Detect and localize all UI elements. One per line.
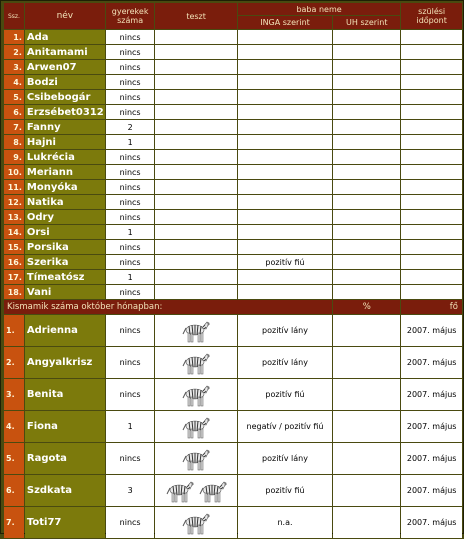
kids-count: nincs bbox=[106, 45, 155, 59]
test-cell bbox=[155, 45, 236, 59]
due-cell bbox=[401, 195, 462, 209]
babies-table bbox=[3, 2, 463, 539]
row-number: 6. bbox=[4, 475, 24, 506]
uh-cell bbox=[333, 60, 400, 74]
kids-count: nincs bbox=[106, 210, 155, 224]
member-row bbox=[4, 150, 462, 164]
kids-count: nincs bbox=[106, 347, 155, 378]
row-number: 11. bbox=[4, 180, 24, 194]
kids-count: nincs bbox=[106, 195, 155, 209]
pregnant-row bbox=[4, 475, 462, 506]
due-cell bbox=[401, 180, 462, 194]
member-name: Tímeatósz bbox=[25, 270, 105, 284]
inga-cell bbox=[238, 210, 332, 224]
zebra-icon bbox=[198, 478, 228, 504]
uh-cell bbox=[333, 150, 400, 164]
kids-count: 1 bbox=[106, 225, 155, 239]
kids-count: nincs bbox=[106, 105, 155, 119]
member-row bbox=[4, 60, 462, 74]
kids-count: nincs bbox=[106, 379, 155, 410]
member-row bbox=[4, 120, 462, 134]
header-gyerekek-line1: gyerekek bbox=[111, 7, 149, 16]
uh-cell bbox=[333, 105, 400, 119]
test-cell bbox=[155, 195, 236, 209]
section-row bbox=[4, 300, 462, 314]
member-row bbox=[4, 285, 462, 299]
test-cell bbox=[155, 507, 236, 538]
member-name: Orsi bbox=[25, 225, 105, 239]
member-row bbox=[4, 90, 462, 104]
inga-cell bbox=[238, 30, 332, 44]
due-cell bbox=[401, 285, 462, 299]
row-number: 1. bbox=[4, 30, 24, 44]
member-row bbox=[4, 255, 462, 269]
member-row bbox=[4, 240, 462, 254]
test-cell bbox=[155, 240, 236, 254]
uh-cell bbox=[333, 507, 400, 538]
member-name: Vani bbox=[25, 285, 105, 299]
due-cell bbox=[401, 270, 462, 284]
row-number: 9. bbox=[4, 150, 24, 164]
header-szulesi-line1: szülési bbox=[418, 7, 446, 16]
inga-cell bbox=[238, 240, 332, 254]
test-cell bbox=[155, 270, 236, 284]
uh-cell bbox=[333, 347, 400, 378]
uh-cell bbox=[333, 225, 400, 239]
pregnant-row bbox=[4, 443, 462, 474]
uh-cell bbox=[333, 475, 400, 506]
test-cell bbox=[155, 379, 236, 410]
member-row bbox=[4, 165, 462, 179]
uh-cell bbox=[333, 30, 400, 44]
due-cell bbox=[401, 240, 462, 254]
kids-count: nincs bbox=[106, 255, 155, 269]
test-icons bbox=[155, 414, 236, 440]
row-number: 5. bbox=[4, 90, 24, 104]
test-icons bbox=[155, 382, 236, 408]
uh-cell bbox=[333, 135, 400, 149]
row-number: 15. bbox=[4, 240, 24, 254]
test-icons bbox=[155, 478, 236, 504]
pregnant-name: Adrienna bbox=[25, 315, 105, 346]
inga-cell: pozitív fiú bbox=[238, 475, 332, 506]
due-cell bbox=[401, 150, 462, 164]
inga-cell bbox=[238, 60, 332, 74]
header-nev: név bbox=[25, 3, 105, 29]
due-cell: 2007. május bbox=[401, 411, 462, 442]
uh-cell bbox=[333, 240, 400, 254]
inga-cell: pozitív lány bbox=[238, 443, 332, 474]
inga-cell bbox=[238, 165, 332, 179]
test-cell bbox=[155, 180, 236, 194]
test-cell bbox=[155, 150, 236, 164]
uh-cell bbox=[333, 255, 400, 269]
kids-count: 1 bbox=[106, 270, 155, 284]
kids-count: nincs bbox=[106, 285, 155, 299]
uh-cell bbox=[333, 379, 400, 410]
zebra-icon bbox=[181, 350, 211, 376]
zebra-icon bbox=[181, 414, 211, 440]
row-number: 16. bbox=[4, 255, 24, 269]
kids-count: 1 bbox=[106, 411, 155, 442]
inga-cell bbox=[238, 75, 332, 89]
test-cell bbox=[155, 60, 236, 74]
pregnant-name: Fiona bbox=[25, 411, 105, 442]
test-cell bbox=[155, 443, 236, 474]
member-name: Meriann bbox=[25, 165, 105, 179]
row-number: 2. bbox=[4, 45, 24, 59]
member-name: Ada bbox=[25, 30, 105, 44]
pregnant-name: Szdkata bbox=[25, 475, 105, 506]
pregnant-row bbox=[4, 379, 462, 410]
zebra-icon bbox=[181, 510, 211, 536]
kids-count: nincs bbox=[106, 180, 155, 194]
zebra-icon bbox=[181, 318, 211, 344]
due-cell bbox=[401, 90, 462, 104]
member-name: Hajni bbox=[25, 135, 105, 149]
member-row bbox=[4, 180, 462, 194]
zebra-icon bbox=[181, 446, 211, 472]
header-row-1 bbox=[4, 3, 462, 15]
inga-cell bbox=[238, 285, 332, 299]
pregnant-row bbox=[4, 411, 462, 442]
uh-cell bbox=[333, 90, 400, 104]
inga-cell bbox=[238, 150, 332, 164]
inga-cell: pozitív fiú bbox=[238, 255, 332, 269]
section-fo: fő bbox=[401, 300, 462, 314]
uh-cell bbox=[333, 165, 400, 179]
uh-cell bbox=[333, 285, 400, 299]
inga-cell bbox=[238, 120, 332, 134]
test-cell bbox=[155, 105, 236, 119]
test-cell bbox=[155, 347, 236, 378]
row-number: 3. bbox=[4, 60, 24, 74]
section-title: Kismamik száma október hónapban: bbox=[4, 300, 332, 314]
member-name: Anitamami bbox=[25, 45, 105, 59]
member-row bbox=[4, 105, 462, 119]
test-cell bbox=[155, 225, 236, 239]
due-cell bbox=[401, 105, 462, 119]
pregnant-row bbox=[4, 315, 462, 346]
member-row bbox=[4, 210, 462, 224]
header-szulesi-line2: időpont bbox=[416, 16, 447, 25]
member-row bbox=[4, 225, 462, 239]
member-name: Lukrécia bbox=[25, 150, 105, 164]
member-name: Arwen07 bbox=[25, 60, 105, 74]
kids-count: 2 bbox=[106, 120, 155, 134]
kids-count: nincs bbox=[106, 240, 155, 254]
member-row bbox=[4, 135, 462, 149]
header-gyerekek-line2: száma bbox=[117, 16, 144, 25]
member-name: Monyóka bbox=[25, 180, 105, 194]
pregnant-row bbox=[4, 347, 462, 378]
header-teszt: teszt bbox=[155, 3, 236, 29]
section-percent: % bbox=[333, 300, 400, 314]
kids-count: nincs bbox=[106, 30, 155, 44]
member-row bbox=[4, 75, 462, 89]
uh-cell bbox=[333, 270, 400, 284]
due-cell bbox=[401, 45, 462, 59]
test-cell bbox=[155, 475, 236, 506]
test-icons bbox=[155, 318, 236, 344]
kids-count: 3 bbox=[106, 475, 155, 506]
inga-cell bbox=[238, 135, 332, 149]
kids-count: 1 bbox=[106, 135, 155, 149]
due-cell: 2007. május bbox=[401, 315, 462, 346]
test-cell bbox=[155, 90, 236, 104]
kids-count: nincs bbox=[106, 507, 155, 538]
row-number: 5. bbox=[4, 443, 24, 474]
members-list bbox=[4, 30, 462, 299]
due-cell bbox=[401, 225, 462, 239]
header-uh: UH szerint bbox=[333, 16, 400, 29]
test-cell bbox=[155, 210, 236, 224]
uh-cell bbox=[333, 315, 400, 346]
inga-cell: pozitív lány bbox=[238, 347, 332, 378]
header-sorszam: Ssz. bbox=[4, 3, 24, 29]
due-cell: 2007. május bbox=[401, 443, 462, 474]
due-cell: 2007. május bbox=[401, 347, 462, 378]
kids-count: nincs bbox=[106, 315, 155, 346]
header-szulesi bbox=[401, 3, 462, 29]
due-cell bbox=[401, 210, 462, 224]
header-inga: INGA szerint bbox=[238, 16, 332, 29]
row-number: 4. bbox=[4, 411, 24, 442]
row-number: 7. bbox=[4, 120, 24, 134]
due-cell bbox=[401, 255, 462, 269]
inga-cell bbox=[238, 225, 332, 239]
test-cell bbox=[155, 30, 236, 44]
inga-cell bbox=[238, 195, 332, 209]
member-name: Bodzi bbox=[25, 75, 105, 89]
row-number: 7. bbox=[4, 507, 24, 538]
pregnant-row bbox=[4, 507, 462, 538]
test-icons bbox=[155, 446, 236, 472]
test-cell bbox=[155, 411, 236, 442]
test-icons bbox=[155, 510, 236, 536]
row-number: 8. bbox=[4, 135, 24, 149]
due-cell bbox=[401, 75, 462, 89]
due-cell bbox=[401, 120, 462, 134]
due-cell: 2007. május bbox=[401, 379, 462, 410]
due-cell bbox=[401, 30, 462, 44]
member-row bbox=[4, 195, 462, 209]
due-cell: 2007. május bbox=[401, 507, 462, 538]
row-number: 12. bbox=[4, 195, 24, 209]
due-cell bbox=[401, 165, 462, 179]
member-name: Csibebogár bbox=[25, 90, 105, 104]
uh-cell bbox=[333, 195, 400, 209]
test-cell bbox=[155, 135, 236, 149]
test-cell bbox=[155, 120, 236, 134]
member-row bbox=[4, 45, 462, 59]
inga-cell bbox=[238, 105, 332, 119]
row-number: 10. bbox=[4, 165, 24, 179]
kids-count: nincs bbox=[106, 150, 155, 164]
kids-count: nincs bbox=[106, 75, 155, 89]
member-row bbox=[4, 30, 462, 44]
member-name: Porsika bbox=[25, 240, 105, 254]
header-gyerekek bbox=[106, 3, 155, 29]
row-number: 2. bbox=[4, 347, 24, 378]
pregnant-name: Benita bbox=[25, 379, 105, 410]
kids-count: nincs bbox=[106, 90, 155, 104]
member-name: Szerika bbox=[25, 255, 105, 269]
member-name: Fanny bbox=[25, 120, 105, 134]
pregnant-list bbox=[4, 315, 462, 538]
uh-cell bbox=[333, 180, 400, 194]
inga-cell bbox=[238, 90, 332, 104]
pregnant-name: Angyalkrisz bbox=[25, 347, 105, 378]
zebra-icon bbox=[165, 478, 195, 504]
test-cell bbox=[155, 285, 236, 299]
due-cell bbox=[401, 60, 462, 74]
row-number: 14. bbox=[4, 225, 24, 239]
uh-cell bbox=[333, 443, 400, 474]
member-name: Odry bbox=[25, 210, 105, 224]
row-number: 4. bbox=[4, 75, 24, 89]
row-number: 17. bbox=[4, 270, 24, 284]
row-number: 18. bbox=[4, 285, 24, 299]
inga-cell bbox=[238, 270, 332, 284]
member-row bbox=[4, 270, 462, 284]
kids-count: nincs bbox=[106, 443, 155, 474]
uh-cell bbox=[333, 75, 400, 89]
inga-cell bbox=[238, 180, 332, 194]
uh-cell bbox=[333, 210, 400, 224]
row-number: 6. bbox=[4, 105, 24, 119]
inga-cell bbox=[238, 45, 332, 59]
uh-cell bbox=[333, 45, 400, 59]
kids-count: nincs bbox=[106, 165, 155, 179]
uh-cell bbox=[333, 411, 400, 442]
row-number: 1. bbox=[4, 315, 24, 346]
test-cell bbox=[155, 255, 236, 269]
row-number: 13. bbox=[4, 210, 24, 224]
row-number: 3. bbox=[4, 379, 24, 410]
header-baba-neme: baba neme bbox=[238, 3, 401, 15]
uh-cell bbox=[333, 120, 400, 134]
member-name: Natika bbox=[25, 195, 105, 209]
member-name: Erzsébet0312 bbox=[26, 106, 104, 118]
test-cell bbox=[155, 165, 236, 179]
test-cell bbox=[155, 315, 236, 346]
due-cell: 2007. május bbox=[401, 475, 462, 506]
pregnant-name: Ragota bbox=[25, 443, 105, 474]
zebra-icon bbox=[181, 382, 211, 408]
inga-cell: pozitív lány bbox=[238, 315, 332, 346]
inga-cell: negatív / pozitív fiú bbox=[238, 411, 332, 442]
inga-cell: pozitív fiú bbox=[238, 379, 332, 410]
test-cell bbox=[155, 75, 236, 89]
due-cell bbox=[401, 135, 462, 149]
pregnant-name: Toti77 bbox=[25, 507, 105, 538]
kids-count: nincs bbox=[106, 60, 155, 74]
inga-cell: n.a. bbox=[238, 507, 332, 538]
test-icons bbox=[155, 350, 236, 376]
